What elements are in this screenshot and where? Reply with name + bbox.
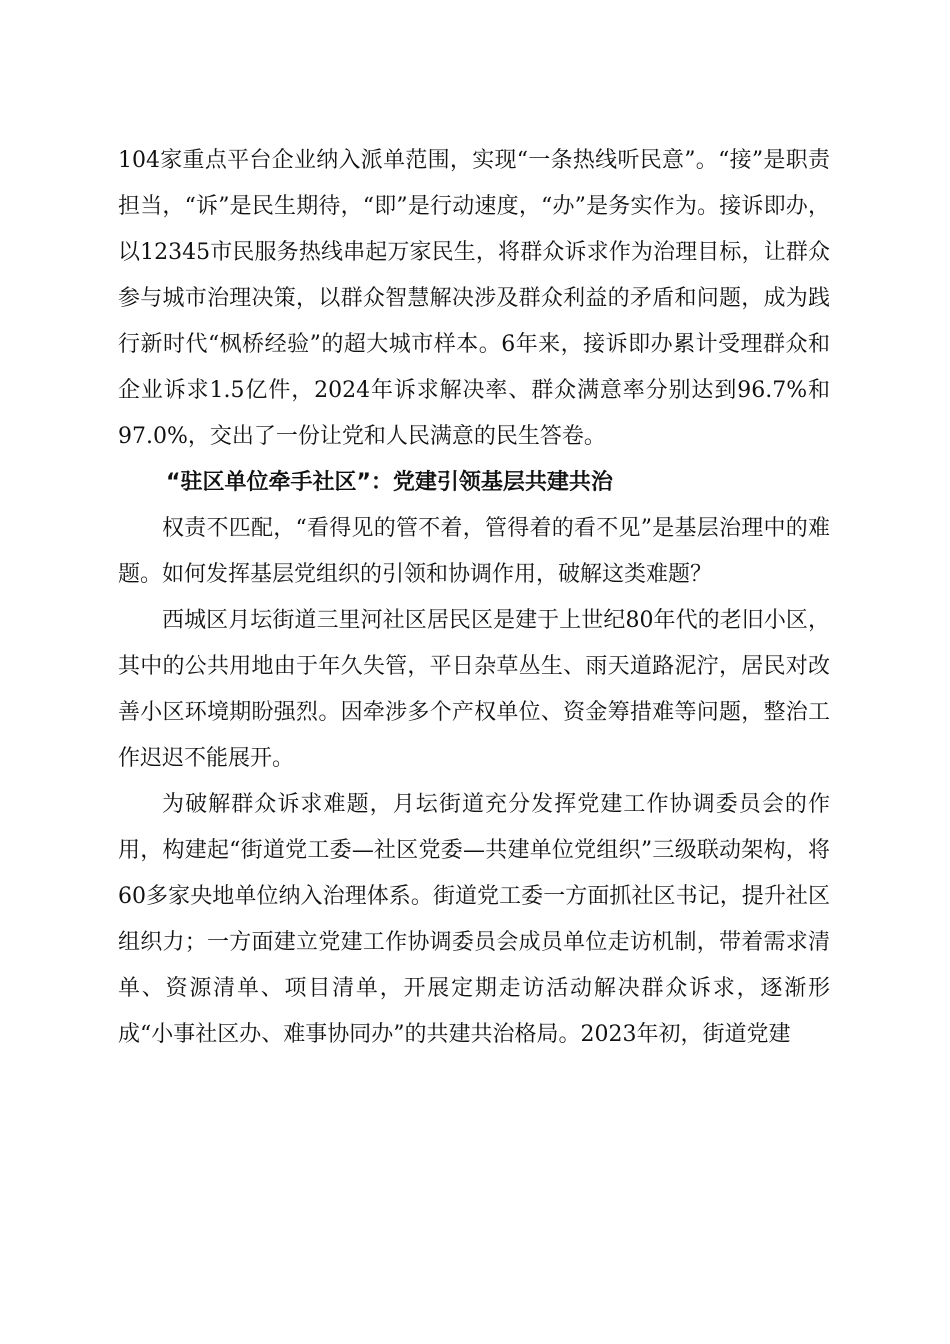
document-page bbox=[118, 138, 830, 1058]
paragraph-sanlihe-community: 西城区月坛街道三里河社区居民区是建于上世纪80年代的老旧小区，其中的公共用地由于年久失管，平日杂草丛生、雨天道路泥泞，居民对改善小区环境期盼强烈。因牵涉多个产权单位、资金筹措难等问题，整治工作迟迟不能展开。 bbox=[118, 608, 830, 771]
paragraph-hotline-summary: 104家重点平台企业纳入派单范围，实现“一条热线听民意”。“接”是职责担当，“诉”是民生期待，“即”是行动速度，“办”是务实作为。接诉即办，以12345市民服务热线串起万家民生，将群众诉求作为治理目标，让群众参与城市治理决策，以群众智慧解决涉及群众利益的矛盾和问题，成为践行新时代“枫桥经验”的超大城市样本。6年来，接诉即办累计受理群众和企业诉求1.5亿件，2024年诉求解决率、群众满意率分别达到96.7%和97.0%，交出了一份让党和人民满意的民生答卷。 bbox=[118, 148, 830, 449]
paragraph-governance-problem: 权责不匹配，“看得见的管不着，管得着的看不见”是基层治理中的难题。如何发挥基层党组织的引领和协调作用，破解这类难题？ bbox=[118, 516, 830, 587]
paragraph-yuetan-solution: 为破解群众诉求难题，月坛街道充分发挥党建工作协调委员会的作用，构建起“街道党工委—社区党委—共建单位党组织”三级联动架构，将60多家央地单位纳入治理体系。街道党工委一方面抓社区书记，提升社区组织力；一方面建立党建工作协调委员会成员单位走访机制，带着需求清单、资源清单、项目清单，开展定期走访活动解决群众诉求，逐渐形成“小事社区办、难事协同办”的共建共治格局。2023年初，街道党建 bbox=[118, 792, 830, 1047]
section-heading: “驻区单位牵手社区”：党建引领基层共建共治 bbox=[166, 470, 613, 495]
